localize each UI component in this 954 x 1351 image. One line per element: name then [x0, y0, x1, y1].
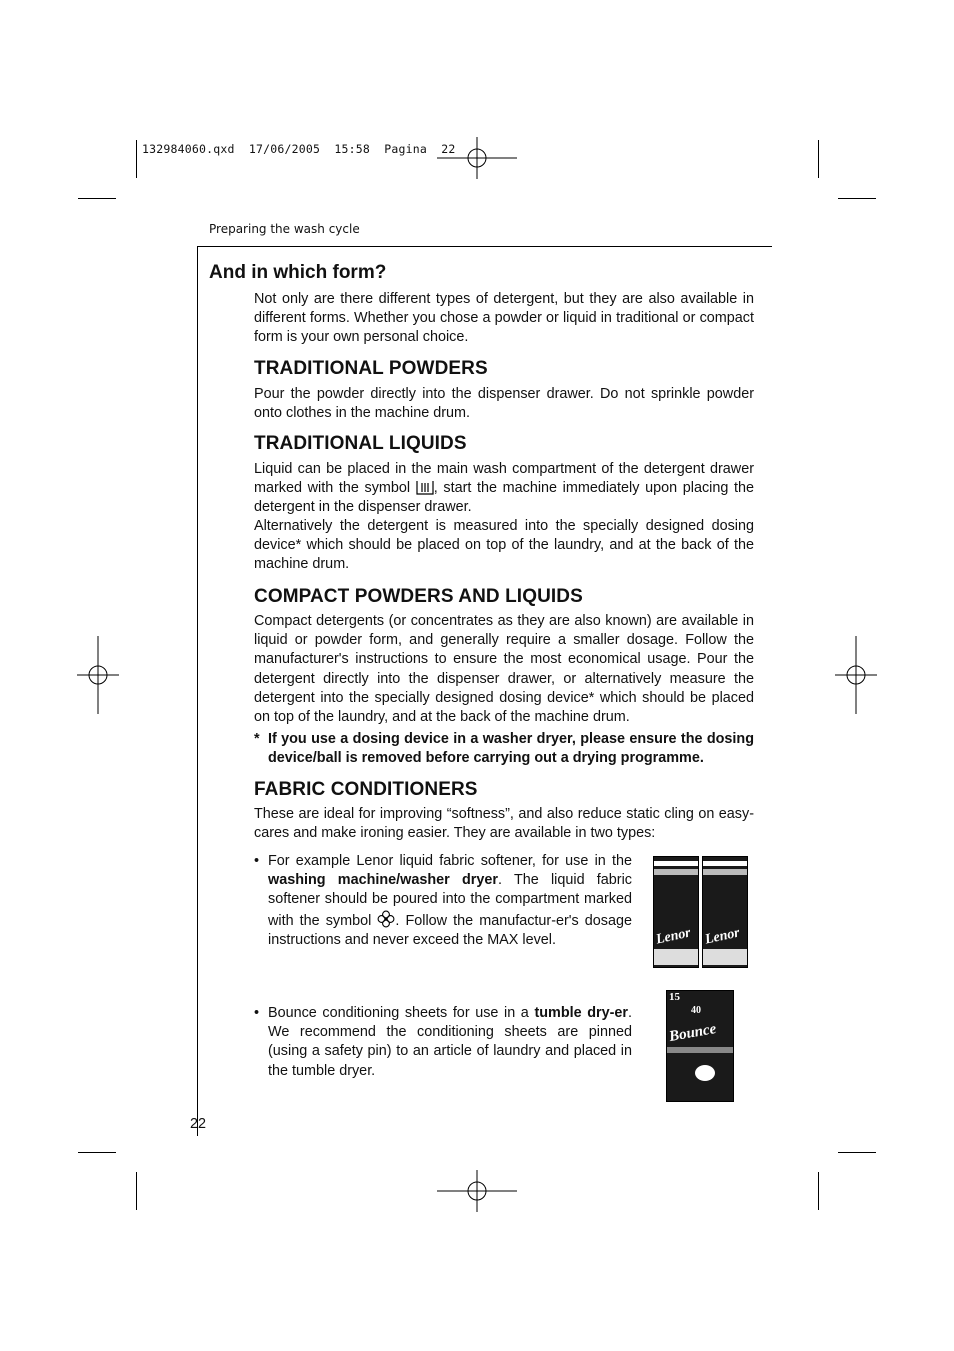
note-asterisk: *	[254, 731, 260, 747]
main-wash-compartment-icon	[416, 479, 434, 495]
lenor-bottle-image-1: Lenor	[653, 856, 699, 968]
compact-paragraph: Compact detergents (or concentrates as they are also known) are available in liquid or powder form, and generally require a smaller dosage. Follow the manufacturer's instructions to ensure the most economical usage. Pour the detergent directly into the dispenser drawer, or alternatively measure the detergent into the specially designed dosing device* which should be placed on top of the laundry, and at the back of the machine drum.	[254, 613, 754, 726]
list-item-lenor: • For example Lenor liquid fabric softener, for use in the washing machine/washer dryer. The liquid fabric softener should be poured into the compartment marked with the symbol . Follow the manufactur-er's dosage instructions and never exceed the MAX level.	[254, 853, 633, 948]
crop-mark-top-right-h	[838, 198, 876, 199]
conditioners-paragraph: These are ideal for improving “softness”, and also reduce static cling on easy-cares and make ironing easier. They are available in two types:	[254, 806, 754, 842]
registration-mark-left	[77, 636, 119, 714]
powders-paragraph: Pour the powder directly into the dispenser drawer. Do not sprinkle powder onto clothes in the machine drum.	[254, 386, 754, 422]
left-margin-rule	[197, 246, 198, 1136]
fabric-conditioner-flower-icon	[377, 910, 395, 928]
registration-mark-right	[835, 636, 877, 714]
crop-mark-top-left-v	[136, 140, 137, 178]
registration-mark-bottom	[437, 1170, 517, 1212]
crop-mark-bottom-left-v	[136, 1172, 137, 1210]
section-title-conditioners: FABRIC CONDITIONERS	[254, 779, 478, 800]
liquids-paragraph: Liquid can be placed in the main wash compartment of the detergent drawer marked with the symbol , start the machine immediately upon placing the detergent in the dispenser drawer.	[254, 461, 754, 516]
dosing-device-note	[254, 730, 754, 768]
section-title-compact: COMPACT POWDERS AND LIQUIDS	[254, 586, 583, 607]
crop-mark-bottom-left-h	[78, 1152, 116, 1153]
intro-paragraph: Not only are there different types of detergent, but they are also available in different forms. Whether you chose a powder or liquid in traditional or compact form is your own personal choice.	[254, 291, 754, 346]
print-slug: 132984060.qxd 17/06/2005 15:58 Pagina 22	[142, 142, 456, 156]
crop-mark-top-left-h	[78, 198, 116, 199]
note-text: If you use a dosing device in a washer dryer, please ensure the dosing device/ball is removed before carrying out a drying programme.	[268, 731, 754, 767]
section-title-powders: TRADITIONAL POWDERS	[254, 358, 488, 379]
running-head: Preparing the wash cycle	[209, 222, 360, 236]
section-title-liquids: TRADITIONAL LIQUIDS	[254, 433, 467, 454]
page-heading: And in which form?	[209, 262, 387, 283]
bullet-dot: •	[254, 1005, 260, 1021]
list-item-bounce: • Bounce conditioning sheets for use in a tumble dry-er. We recommend the conditioning sheets are pinned (using a safety pin) to an article of laundry and placed in the tumble dryer.	[254, 1005, 632, 1079]
bullet-dot: •	[254, 853, 260, 869]
crop-mark-bottom-right-v	[818, 1172, 819, 1210]
lenor-bottle-image-2: Lenor	[702, 856, 748, 968]
crop-mark-bottom-right-h	[838, 1152, 876, 1153]
liquids-paragraph-2: Alternatively the detergent is measured into the specially designed dosing device* which should be placed on top of the laundry, and at the back of the machine drum.	[254, 518, 754, 573]
bounce-box-image: 15 40 Bounce	[666, 990, 734, 1102]
page-number: 22	[190, 1116, 207, 1132]
header-rule	[197, 246, 772, 247]
crop-mark-top-right-v	[818, 140, 819, 178]
